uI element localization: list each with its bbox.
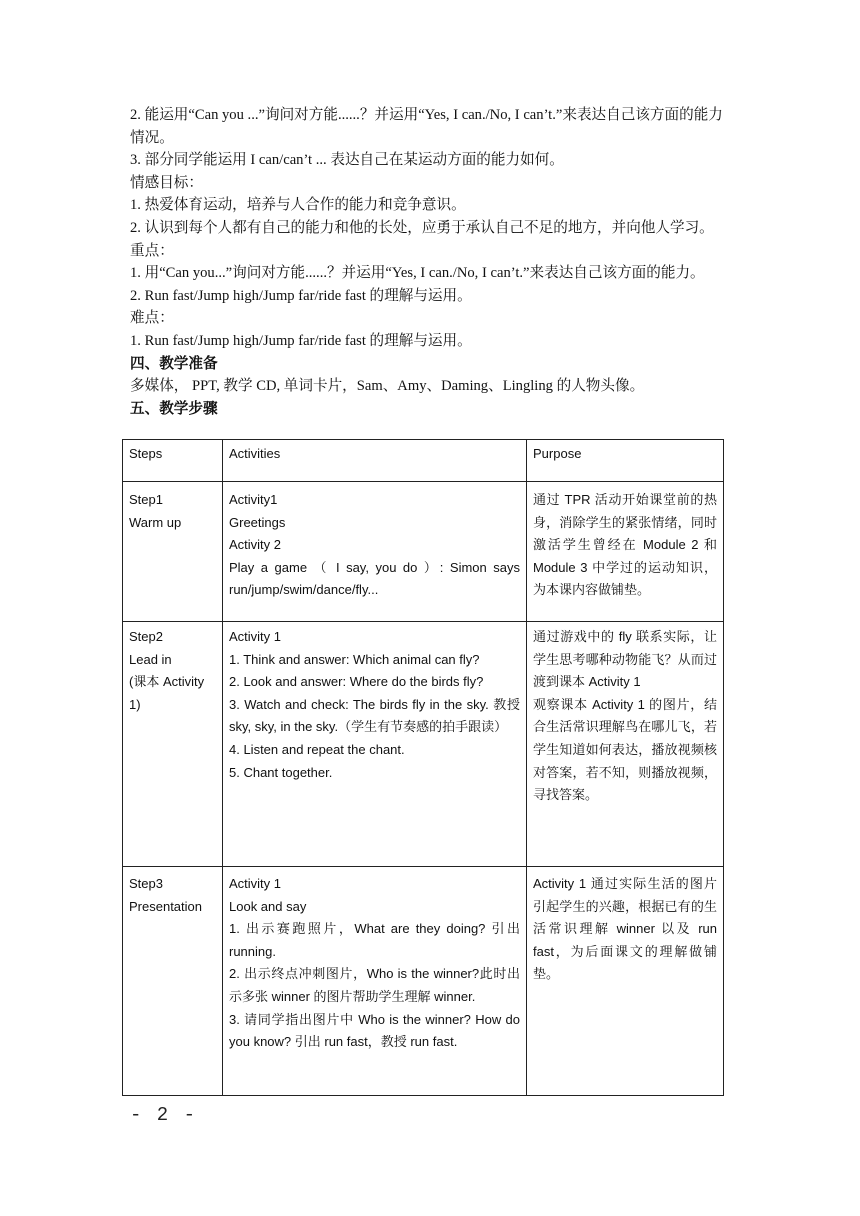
step-cell	[123, 622, 223, 867]
purpose-line: 通过游戏中的 fly 联系实际，让学生思考哪种动物能飞？从而过渡到课本 Activity 1	[533, 629, 717, 690]
table-row	[123, 482, 724, 622]
table-row	[123, 867, 724, 1096]
step-title: Presentation	[129, 898, 202, 914]
teaching-steps-table	[122, 439, 724, 1096]
activity-line: Activity 1	[229, 876, 282, 891]
lesson-plan-text	[130, 104, 730, 420]
purpose-cell	[527, 867, 724, 1096]
activity-line: Activity 2	[229, 537, 282, 553]
page-number: - 2 -	[130, 1104, 198, 1126]
emotional-goal-2: 2. 认识到每个人都有自己的能力和他的长处，应勇于承认自己不足的地方，并向他人学习。	[130, 219, 714, 236]
purpose-line: Activity 1 通过实际生活的图片引起学生的兴趣，根据已有的生活常识理解 winner 以及 run fast，为后面课文的理解做铺垫。	[533, 876, 717, 982]
step-title: Warm up	[129, 514, 182, 530]
activity-line: 4. Listen and repeat the chant.	[229, 741, 405, 757]
purpose-cell	[527, 622, 724, 867]
key-points-heading: 重点：	[130, 242, 174, 259]
purpose-line: 观察课本 Activity 1 的图片，结合生活常识理解鸟在哪儿飞，若学生知道如何表达，播放视频核对答案，若不知，则播放视频，寻找答案。	[533, 696, 717, 803]
step-title: Lead in	[129, 651, 172, 667]
activities-cell	[223, 867, 527, 1096]
activity-line: 2. 出示终点冲刺图片，Who is the winner?此时出示多张 winner 的图片帮助学生理解 winner.	[229, 966, 520, 1004]
activity-line: Play a game （ I say, you do ）: Simon says run/jump/swim/dance/fly...	[229, 559, 520, 598]
table-row	[123, 622, 724, 867]
objective-3: 3. 部分同学能运用 I can/can’t ... 表达自己在某运动方面的能力如何。	[130, 152, 564, 169]
key-point-1: 1. 用“Can you...”询问对方能......？并运用“Yes, I can./No, I can’t.”来表达自己该方面的能力。	[130, 265, 705, 282]
activity-line: 3. Watch and check: The birds fly in the sky. 教授 sky, sky, in the sky.（学生有节奏感的拍手跟读）	[229, 696, 520, 735]
section-4-heading: 四、教学准备	[130, 355, 218, 372]
purpose-line: 通过 TPR 活动开始课堂前的热身，消除学生的紧张情绪，同时激活学生曾经在 Module 2 和 Module 3 中学过的运动知识，为本课内容做铺垫。	[533, 492, 717, 598]
step-cell	[123, 867, 223, 1096]
step-number: Step2	[129, 629, 163, 644]
activity-line: 1. Think and answer: Which animal can fly?	[229, 651, 480, 667]
activity-line: 5. Chant together.	[229, 764, 333, 780]
table-header-row	[123, 440, 724, 482]
step-note: (课本 Activity 1)	[129, 674, 205, 712]
teaching-materials: 多媒体， PPT, 教学 CD, 单词卡片，Sam、Amy、Daming、Lingling 的人物头像。	[130, 378, 645, 395]
difficulty-1: 1. Run fast/Jump high/Jump far/ride fast 的理解与运用。	[130, 332, 472, 349]
activity-line: 3. 请同学指出图片中 Who is the winner? How do you know? 引出 run fast，教授 run fast.	[229, 1011, 520, 1050]
step-number: Step3	[129, 876, 163, 891]
table-header-cell: Activities	[223, 440, 527, 482]
activity-line: 1. 出示赛跑照片，What are they doing? 引出 running.	[229, 921, 520, 959]
activities-cell	[223, 482, 527, 622]
activities-cell	[223, 622, 527, 867]
key-point-2: 2. Run fast/Jump high/Jump far/ride fast 的理解与运用。	[130, 287, 472, 304]
difficulty-heading: 难点：	[130, 310, 174, 327]
objective-2: 2. 能运用“Can you ...”询问对方能......？并运用“Yes, I can./No, I can’t.”来表达自己该方面的能力情况。	[130, 107, 723, 146]
activity-line: Activity 1	[229, 629, 282, 644]
activity-line: 2. Look and answer: Where do the birds fly?	[229, 674, 484, 690]
activity-line: Activity1	[229, 492, 278, 507]
emotional-goal-1: 1. 热爱体育运动，培养与人合作的能力和竞争意识。	[130, 197, 466, 214]
purpose-cell	[527, 482, 724, 622]
activity-line: Greetings	[229, 514, 286, 530]
activity-line: Look and say	[229, 898, 307, 914]
step-number: Step1	[129, 492, 163, 507]
step-cell	[123, 482, 223, 622]
section-5-heading: 五、教学步骤	[130, 400, 218, 417]
emotional-goals-heading: 情感目标：	[130, 174, 203, 191]
table-header-cell: Purpose	[527, 440, 724, 482]
table-header-cell: Steps	[123, 440, 223, 482]
